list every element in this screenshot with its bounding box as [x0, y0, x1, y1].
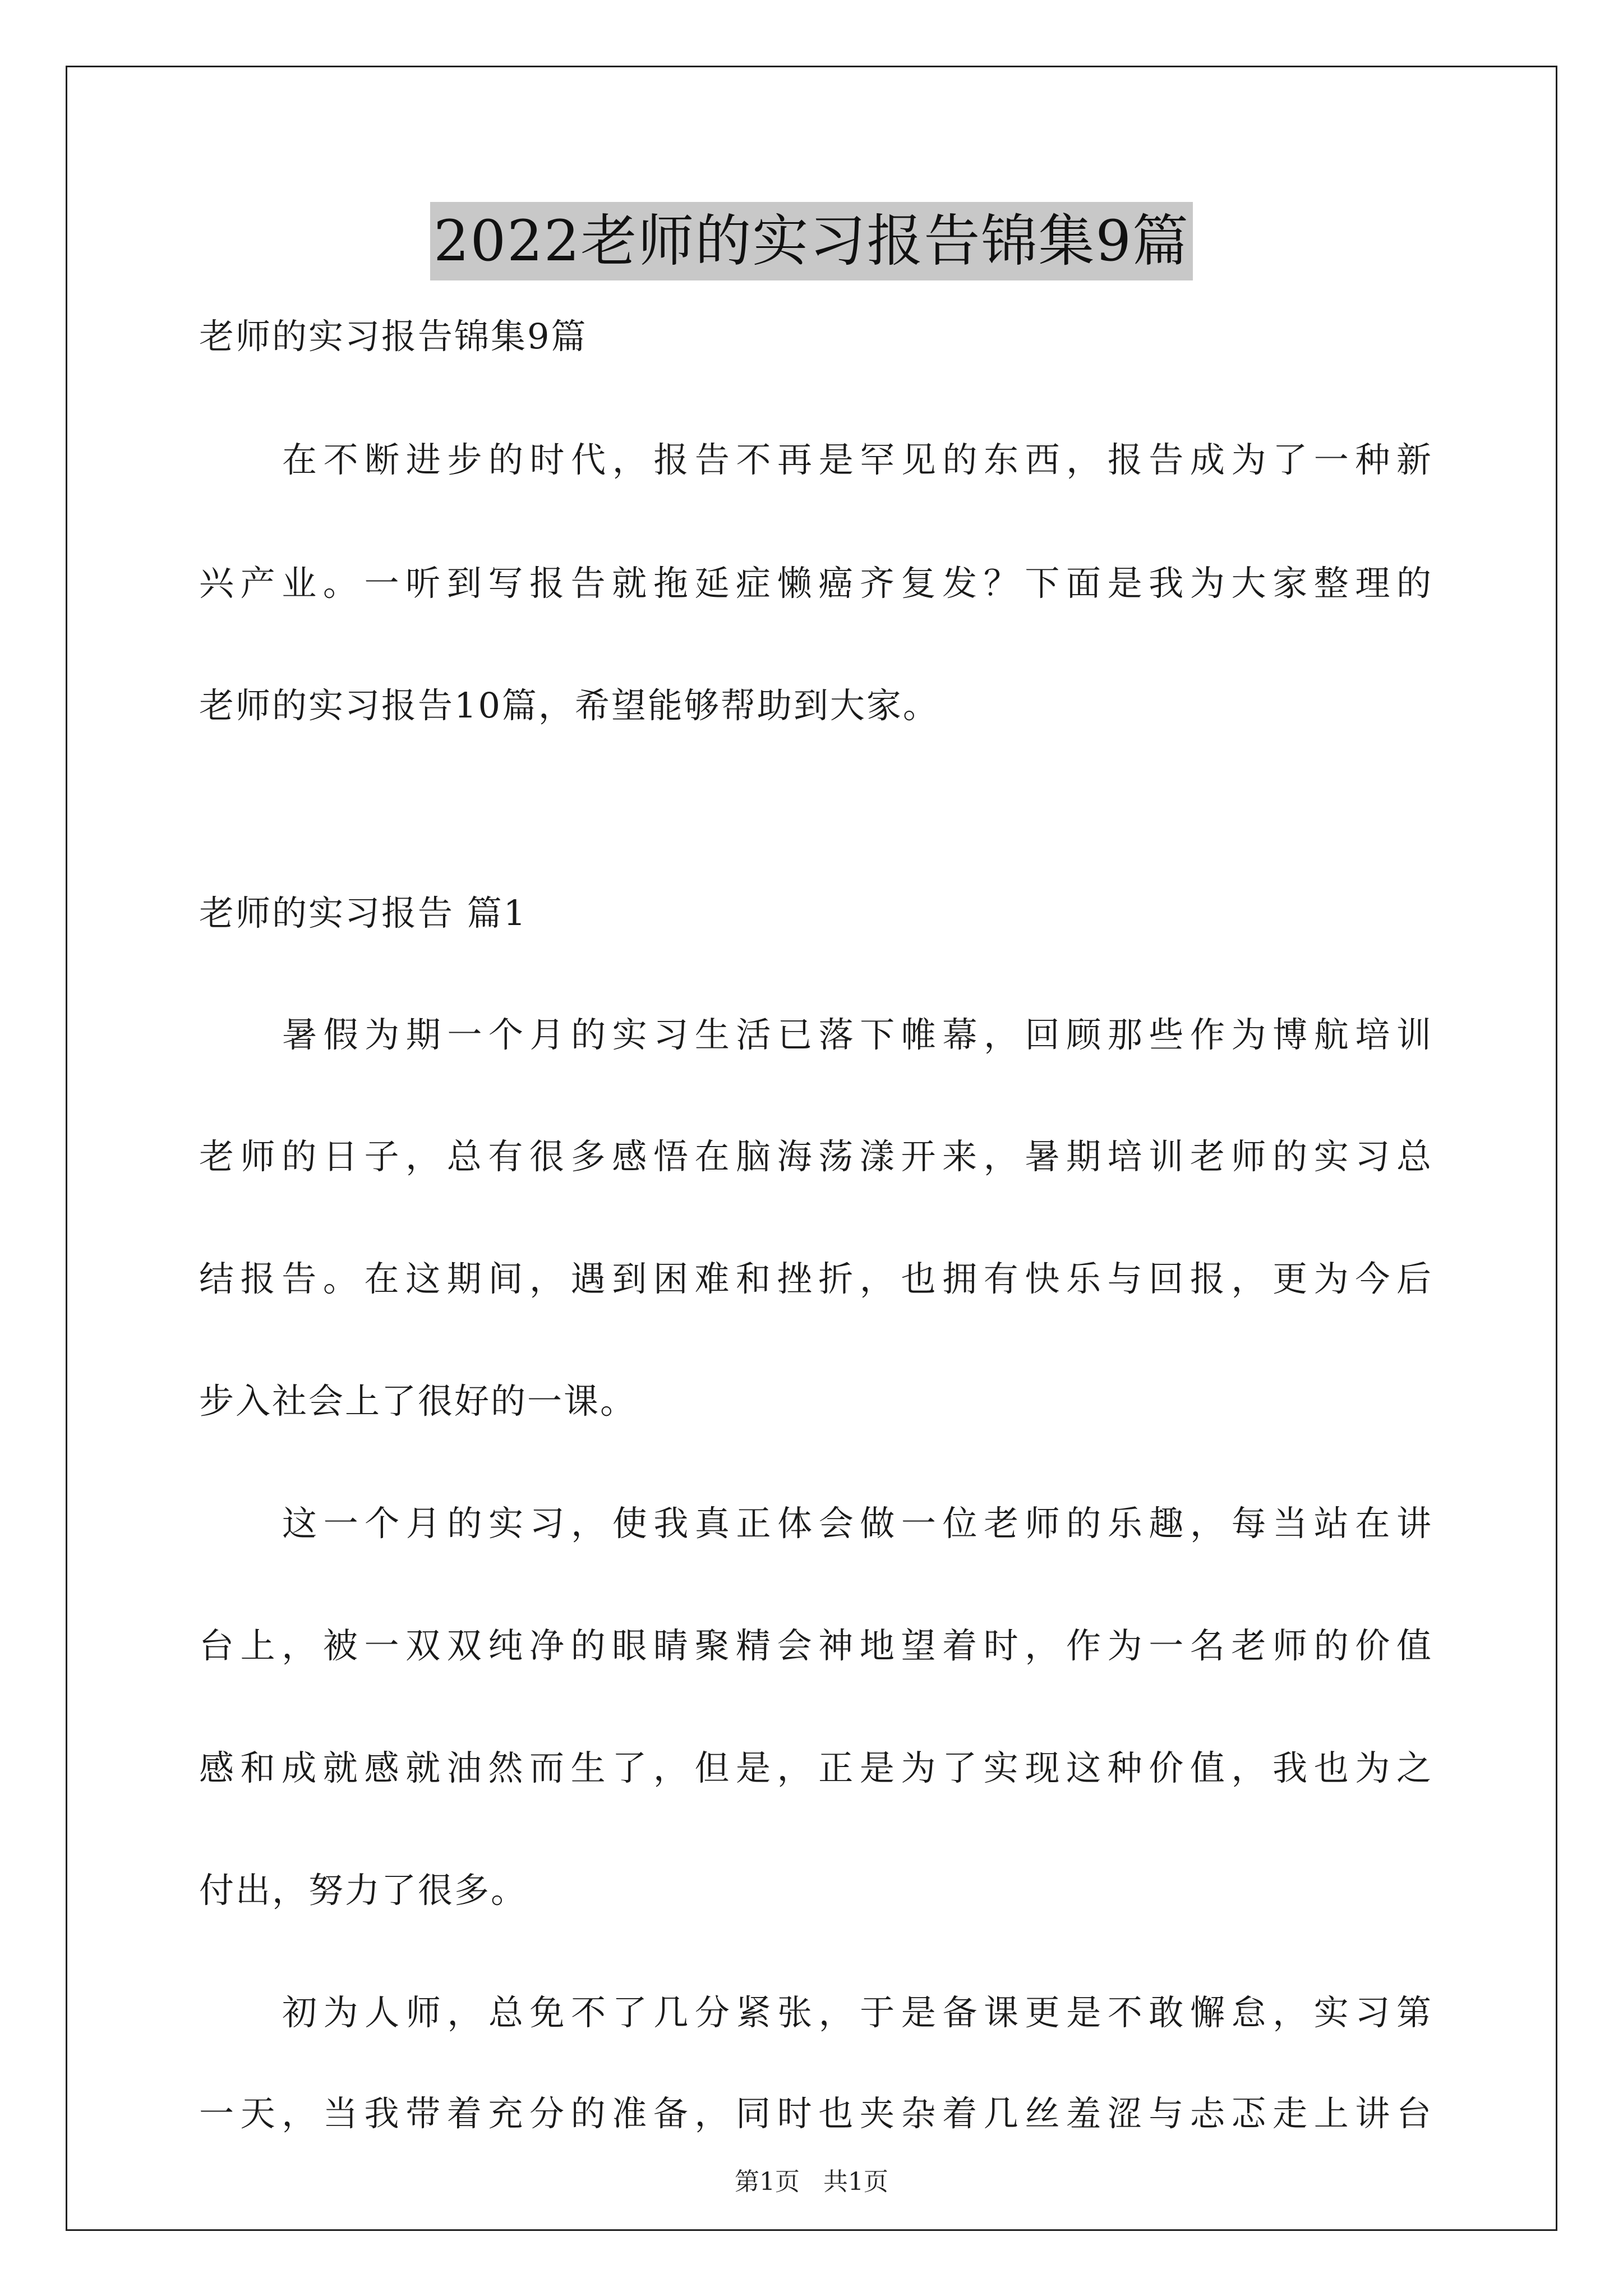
- page-number: 第1页: [735, 2168, 800, 2196]
- paragraph-line: 暑假为期一个月的实习生活已落下帷幕，回顾那些作为博航培训: [282, 1014, 1433, 1055]
- paragraph-line: 步入社会上了很好的一课。: [199, 1381, 637, 1421]
- paragraph-line: 老师的实习报告10篇，希望能够帮助到大家。: [199, 685, 939, 726]
- paragraph-line: 兴产业。一听到写报告就拖延症懒癌齐复发？下面是我为大家整理的: [199, 563, 1433, 604]
- paragraph-line: 老师的日子，总有很多感悟在脑海荡漾开来，暑期培训老师的实习总: [199, 1136, 1433, 1177]
- paragraph-line: 台上，被一双双纯净的眼睛聚精会神地望着时，作为一名老师的价值: [199, 1625, 1433, 1666]
- paragraph-line: 感和成就感就油然而生了，但是，正是为了实现这种价值，我也为之: [199, 1747, 1433, 1788]
- paragraph-line: 这一个月的实习，使我真正体会做一位老师的乐趣，每当站在讲: [282, 1503, 1433, 1544]
- paragraph-line: 一天，当我带着充分的准备，同时也夹杂着几丝羞涩与忐忑走上讲台: [199, 2093, 1433, 2134]
- page-total: 共1页: [823, 2168, 888, 2196]
- document-title: 2022老师的实习报告锦集9篇: [430, 202, 1193, 280]
- section-heading: 老师的实习报告 篇1: [199, 892, 528, 933]
- subtitle-line: 老师的实习报告锦集9篇: [199, 316, 588, 357]
- title-container: [0, 202, 1623, 280]
- paragraph-line: 初为人师，总免不了几分紧张，于是备课更是不敢懈怠，实习第: [282, 1992, 1433, 2033]
- paragraph-line: 在不断进步的时代，报告不再是罕见的东西，报告成为了一种新: [282, 439, 1433, 480]
- paragraph-line: 结报告。在这期间，遇到困难和挫折，也拥有快乐与回报，更为今后: [199, 1258, 1433, 1299]
- page-footer: [0, 2165, 1623, 2199]
- paragraph-line: 付出，努力了很多。: [199, 1870, 528, 1911]
